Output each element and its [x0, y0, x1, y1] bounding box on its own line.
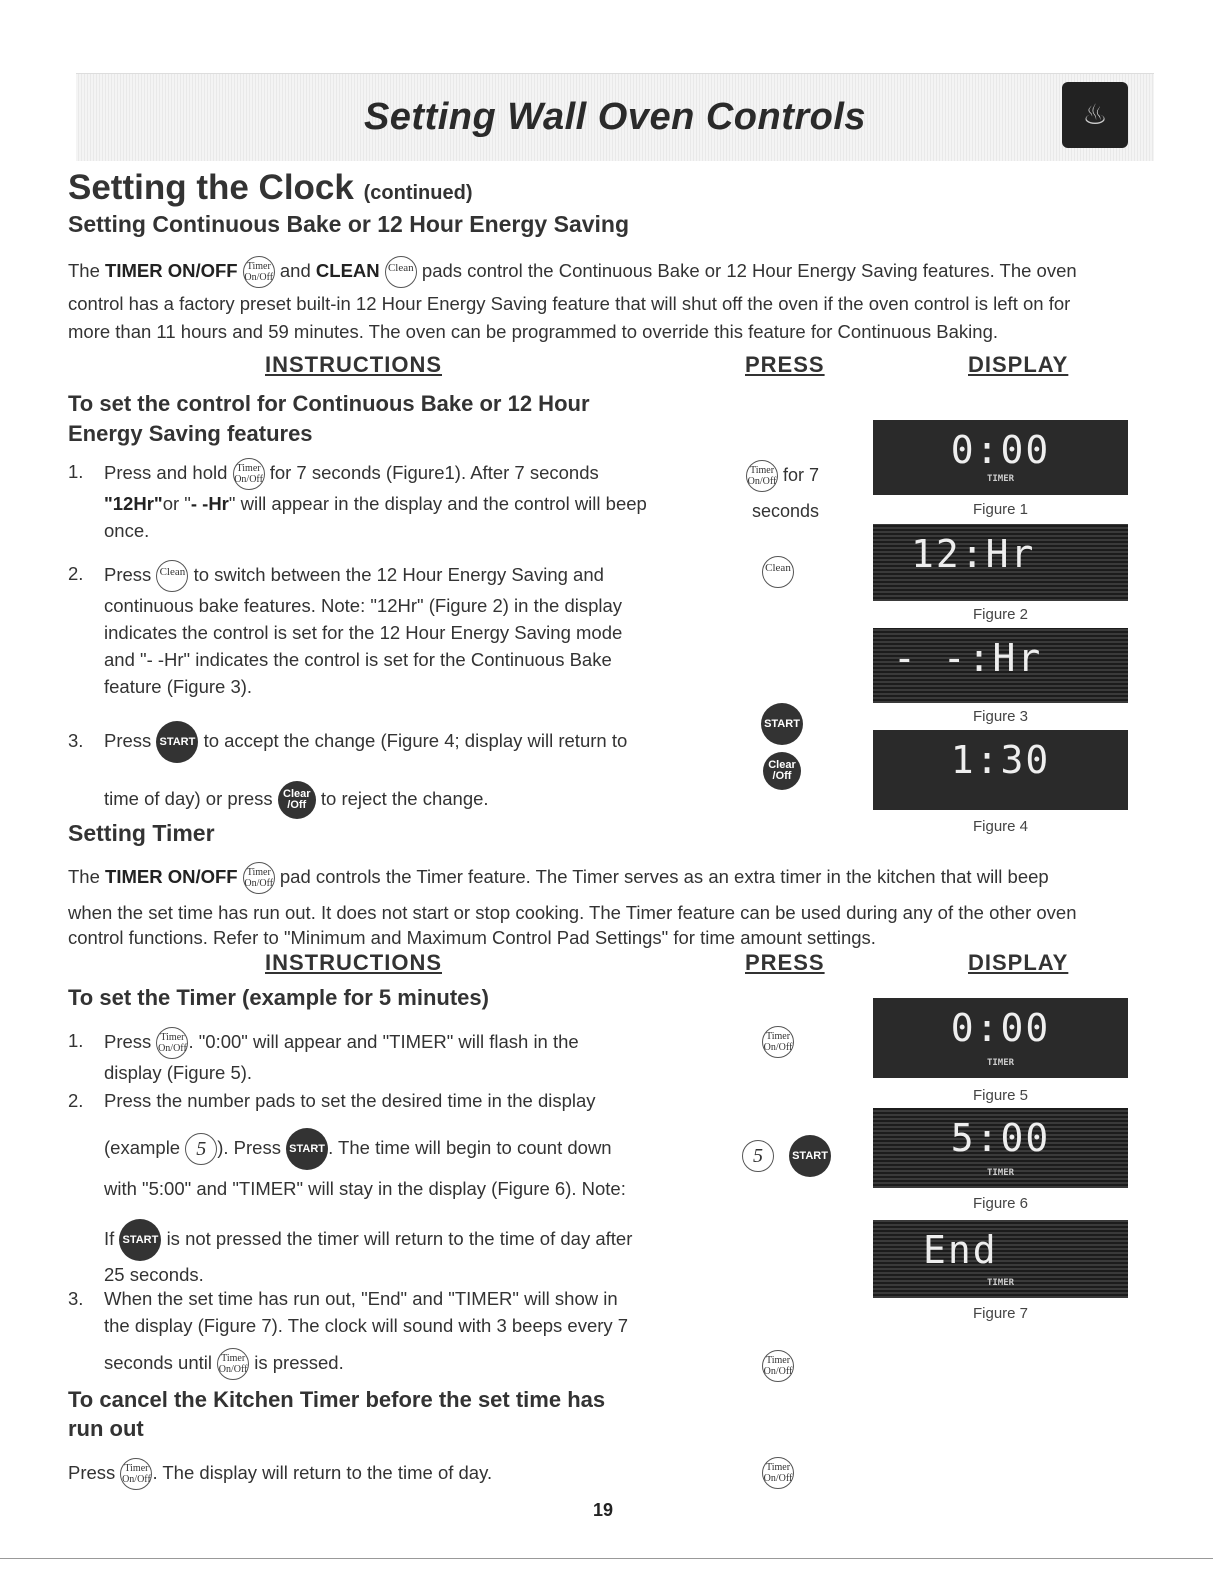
intro-line-1 [68, 256, 1158, 288]
figure-6-caption: Figure 6 [972, 1195, 1029, 1212]
cancel-text [68, 1458, 492, 1490]
cancel-heading-2: run out [68, 1416, 144, 1441]
step-text-part: is pressed. [254, 1351, 344, 1373]
pad-label: Timer [749, 465, 775, 476]
press-seconds: seconds [752, 501, 820, 521]
start-pad-icon: START [156, 721, 198, 763]
pad-label: On/Off [763, 1473, 793, 1484]
step-text-part: Press [104, 1030, 152, 1052]
step-text-part: (example [104, 1136, 181, 1158]
display-value: End [923, 1228, 998, 1272]
part1-heading-2: Energy Saving features [68, 421, 313, 446]
step-text-part: to switch between the 12 Hour Energy Saving and [193, 563, 604, 585]
pad-label: /Off [287, 799, 307, 812]
instructions-header-2: INSTRUCTIONS [265, 950, 442, 975]
timer-heading: To set the Timer (example for 5 minutes) [68, 985, 489, 1010]
oven-icon: ♨ [1062, 82, 1128, 148]
figure-7-caption: Figure 7 [972, 1305, 1029, 1322]
clean-pad-icon: Clean [385, 256, 417, 288]
pad-label: Clear [768, 759, 796, 771]
timer-onoff-pad-icon [233, 458, 265, 490]
display-value: 1:30 [950, 738, 1051, 782]
step-text [104, 712, 669, 828]
pad-label: Timer [124, 1463, 149, 1474]
step-text-part: continuous bake features. Note: "12Hr" (Figure 2) in the display [104, 595, 623, 616]
press-header-2: PRESS [745, 950, 825, 975]
step-text-part: indicates the control is set for the 12 Hour Energy Saving mode [104, 622, 623, 643]
display-figure-3 [873, 628, 1128, 703]
step-number: 3. [68, 1288, 84, 1309]
step-text [104, 560, 669, 700]
start-pad-icon: START [789, 1135, 831, 1177]
display-figure-7 [873, 1220, 1128, 1298]
pad-label: On/Off [122, 1474, 151, 1485]
timer-title: Setting Timer [68, 820, 215, 846]
press-for-text: for 7 [783, 464, 820, 485]
section-subtitle: Setting Continuous Bake or 12 Hour Energy Saving [68, 211, 630, 237]
step-text-part: is not pressed the timer will return to the time of day after [166, 1227, 633, 1249]
press-step-3a [761, 703, 803, 745]
step-number: 2. [68, 1090, 84, 1111]
start-pad-icon: START [286, 1128, 328, 1170]
display-tag: TIMER [986, 1058, 1015, 1068]
timer-intro-text: pad controls the Timer feature. The Timer serves as an extra timer in the kitchen that will beep [279, 865, 1049, 887]
pad-label: On/Off [763, 1042, 793, 1053]
step-text: with "5:00" and "TIMER" will stay in the display (Figure 6). Note: [104, 1178, 626, 1199]
step-text-part: seconds until [104, 1351, 212, 1373]
pad-label: On/Off [158, 1043, 187, 1054]
pad-label: Timer [765, 1355, 791, 1366]
clean-pad-icon: Clean [156, 560, 188, 592]
start-pad-icon: START [119, 1219, 161, 1261]
step-text-part: feature (Figure 3). [104, 676, 253, 697]
display-value: 12:Hr [911, 532, 1036, 576]
display-value: 0:00 [950, 1006, 1051, 1050]
intro-text: The [68, 259, 100, 281]
clear-off-pad-icon [763, 752, 801, 790]
timer-onoff-pad-icon [762, 1026, 794, 1058]
press-cancel [762, 1457, 794, 1489]
timer-intro-line-3: control functions. Refer to "Minimum and Maximum Control Pad Settings" for time amount settings. [68, 927, 876, 948]
step-text-part: to accept the change (Figure 4; display will return to [203, 730, 628, 751]
step-text-part: the display (Figure 7). The clock will sound with 3 beeps every 7 [104, 1315, 629, 1336]
step-text: 25 seconds. [104, 1264, 204, 1285]
figure-4-caption: Figure 4 [972, 818, 1029, 835]
step-number: 3. [68, 730, 84, 751]
step-number: 1. [68, 461, 84, 482]
intro-line-3: more than 11 hours and 59 minutes. The oven can be programmed to override this feature for Continuous Baking. [68, 321, 998, 342]
cancel-text-part: . The display will return to the time of day. [152, 1461, 493, 1483]
timer-onoff-pad-icon [762, 1457, 794, 1489]
pad-label: Clear [283, 788, 311, 801]
header-banner [76, 73, 1154, 161]
step-text-bold: - -Hr [190, 493, 229, 514]
step-text-part: time of day) or press [104, 788, 273, 809]
timer-onoff-pad-icon [120, 1458, 152, 1490]
timer-intro-line-1 [68, 862, 1168, 894]
step-text-part: " will appear in the display and the control will beep [228, 493, 647, 514]
press-timer-step-2 [742, 1135, 831, 1177]
cancel-heading-1: To cancel the Kitchen Timer before the set time has [68, 1387, 606, 1412]
display-header-2: DISPLAY [968, 950, 1069, 975]
page-number: 19 [593, 1500, 614, 1520]
step-text [104, 1219, 669, 1261]
pad-label: Timer [160, 1032, 185, 1043]
step-text [104, 1087, 669, 1114]
page-title: Setting Wall Oven Controls [363, 96, 867, 138]
step-text [104, 1128, 669, 1170]
section-title [68, 168, 472, 208]
step-text-part: . "0:00" will appear and "TIMER" will flash in the [188, 1030, 579, 1052]
step-text-part: Press [104, 730, 152, 751]
pad-label: Timer [765, 1462, 791, 1473]
step-number: 1. [68, 1030, 84, 1051]
part1-heading-1: To set the control for Continuous Bake or 12 Hour [68, 391, 590, 416]
step-text [104, 1348, 669, 1380]
start-pad-icon: START [761, 703, 803, 745]
number-5-pad-icon: 5 [185, 1133, 217, 1165]
pad-label: On/Off [763, 1366, 793, 1377]
pad-label: On/Off [244, 878, 274, 889]
step-text-bold: "12Hr" [104, 493, 163, 514]
step-text-part: ). Press [217, 1136, 281, 1158]
pad-label: Timer [236, 463, 261, 474]
pad-label: On/Off [244, 272, 274, 283]
display-value: - -:Hr [893, 636, 1043, 680]
section-title-text: Setting the Clock [68, 168, 354, 207]
display-figure-4 [873, 730, 1128, 810]
intro-timer-label: TIMER ON/OFF [105, 259, 238, 281]
display-tag: TIMER [986, 1278, 1015, 1288]
step-number: 2. [68, 563, 84, 584]
intro-text: and [279, 259, 311, 281]
pad-label: Timer [221, 1353, 246, 1364]
pad-label: /Off [772, 770, 792, 782]
press-step-3b [763, 752, 801, 790]
clean-pad-icon: Clean [762, 556, 794, 588]
step-text-part: If [104, 1227, 115, 1249]
pad-label: Timer [246, 261, 271, 272]
display-value: 0:00 [950, 428, 1051, 472]
timer-onoff-pad-icon [217, 1348, 249, 1380]
figure-5-caption: Figure 5 [972, 1087, 1029, 1104]
figure-1-caption: Figure 1 [972, 501, 1029, 518]
timer-onoff-pad-icon [243, 862, 275, 894]
step-text-part: or " [162, 493, 191, 514]
display-tag: TIMER [986, 474, 1015, 484]
step-text-part: Press and hold [104, 461, 228, 483]
step-text [104, 458, 669, 544]
step-text-part: Press [104, 563, 152, 585]
display-value: 5:00 [950, 1116, 1051, 1160]
page-bottom-rule [0, 1558, 1213, 1559]
number-5-pad-icon: 5 [742, 1140, 774, 1172]
display-figure-2 [873, 524, 1128, 601]
intro-clean-label: CLEAN [315, 259, 380, 281]
step-text-part: once. [104, 520, 150, 541]
timer-intro-label: TIMER ON/OFF [105, 865, 238, 887]
pad-label: Timer [765, 1031, 791, 1042]
press-timer-step-1 [762, 1026, 794, 1058]
figure-2-caption: Figure 2 [972, 606, 1029, 623]
section-title-suffix: (continued) [363, 182, 473, 204]
timer-onoff-pad-icon [746, 460, 778, 492]
pad-label: On/Off [218, 1364, 248, 1375]
intro-text: pads control the Continuous Bake or 12 Hour Energy Saving features. The oven [421, 259, 1077, 281]
step-text-part: display (Figure 5). [104, 1062, 253, 1083]
timer-intro-line-2: when the set time has run out. It does not start or stop cooking. The Timer feature can be used during any of the other oven [68, 902, 1077, 923]
display-tag: TIMER [986, 1168, 1015, 1178]
press-timer-step-3 [762, 1350, 794, 1382]
step-text [104, 1285, 669, 1339]
pad-label: On/Off [747, 476, 777, 487]
timer-intro-text: The [68, 865, 100, 887]
figure-3-caption: Figure 3 [972, 708, 1029, 725]
step-text-part: and "- -Hr" indicates the control is set for the Continuous Bake [104, 649, 612, 670]
pad-label: On/Off [234, 474, 263, 485]
press-step-1 [746, 460, 819, 492]
step-text [104, 1027, 669, 1086]
display-figure-1 [873, 420, 1128, 495]
step-text-part: Press the number pads to set the desired time in the display [104, 1090, 596, 1111]
step-text-part: to reject the change. [320, 788, 489, 809]
pad-label: Timer [246, 867, 271, 878]
cancel-text-part: Press [68, 1461, 116, 1483]
display-header: DISPLAY [968, 352, 1069, 377]
timer-onoff-pad-icon [243, 256, 275, 288]
timer-onoff-pad-icon [762, 1350, 794, 1382]
press-step-2 [762, 556, 794, 588]
timer-onoff-pad-icon [156, 1027, 188, 1059]
clear-off-pad-icon [278, 781, 316, 819]
instructions-header: INSTRUCTIONS [265, 352, 442, 377]
step-text-part: . The time will begin to count down [328, 1136, 612, 1158]
step-text-part: for 7 seconds (Figure1). After 7 seconds [269, 461, 599, 483]
press-header: PRESS [745, 352, 825, 377]
step-text-part: When the set time has run out, "End" and "TIMER" will show in [104, 1288, 618, 1309]
intro-line-2: control has a factory preset built-in 12 Hour Energy Saving feature that will shut off the oven if the oven control is left on for [68, 293, 1071, 314]
display-figure-6 [873, 1108, 1128, 1188]
display-figure-5 [873, 998, 1128, 1078]
